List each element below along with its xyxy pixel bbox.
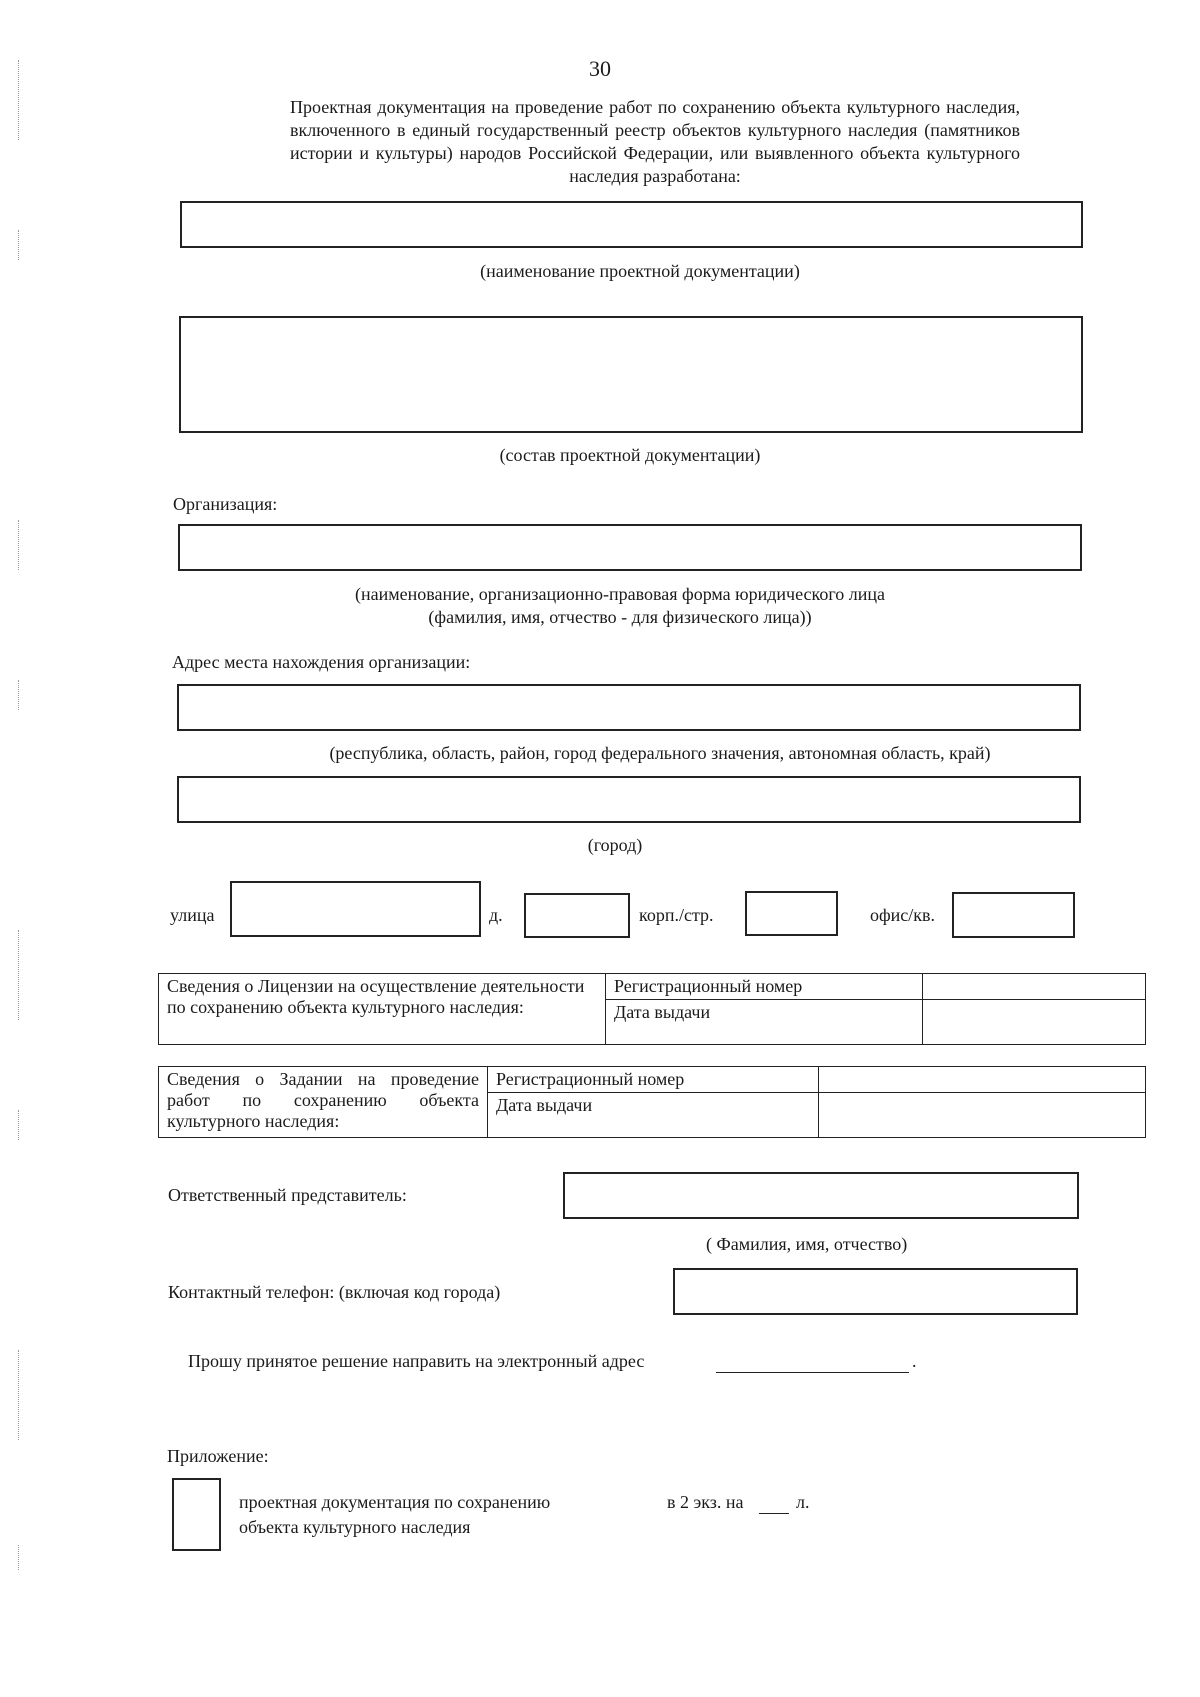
attachment-label: Приложение: xyxy=(167,1446,269,1466)
email-request-text: Прошу принятое решение направить на электронный адрес xyxy=(188,1351,645,1371)
building-label: корп./стр. xyxy=(639,905,714,925)
page-number: 30 xyxy=(589,56,611,81)
organization-caption-line1: (наименование, организационно-правовая форма юридического лица xyxy=(354,584,886,604)
license-issue-date-value[interactable] xyxy=(923,1000,1146,1045)
scan-mark xyxy=(18,1350,29,1440)
project-composition-caption: (состав проектной документации) xyxy=(499,445,761,465)
assignment-issue-date-value[interactable] xyxy=(819,1093,1146,1138)
attachment-copies-prefix: в 2 экз. на xyxy=(667,1492,744,1512)
license-issue-date-label: Дата выдачи xyxy=(606,1000,923,1045)
scan-mark xyxy=(18,680,29,710)
organization-label: Организация: xyxy=(173,494,278,514)
house-label: д. xyxy=(489,905,503,925)
contact-phone-label: Контактный телефон: (включая код города) xyxy=(168,1282,501,1302)
representative-caption: ( Фамилия, имя, отчество) xyxy=(706,1234,908,1254)
email-period: . xyxy=(912,1351,917,1371)
scan-mark xyxy=(18,520,29,570)
license-table xyxy=(158,973,1146,1045)
project-composition-field[interactable] xyxy=(179,316,1083,433)
organization-field[interactable] xyxy=(178,524,1082,571)
assignment-issue-date-label: Дата выдачи xyxy=(488,1093,819,1138)
city-field[interactable] xyxy=(177,776,1081,823)
street-field[interactable] xyxy=(230,881,481,937)
scan-mark xyxy=(18,230,29,260)
assignment-reg-number-value[interactable] xyxy=(819,1067,1146,1093)
building-field[interactable] xyxy=(745,891,838,936)
assignment-title: Сведения о Задании на проведение работ по сохранению объекта культурного наследия: xyxy=(159,1067,488,1138)
license-reg-number-value[interactable] xyxy=(923,974,1146,1000)
license-reg-number-label: Регистрационный номер xyxy=(606,974,923,1000)
contact-phone-field[interactable] xyxy=(673,1268,1078,1315)
attachment-item-line1: проектная документация по сохранению xyxy=(239,1492,551,1512)
email-field[interactable] xyxy=(716,1352,909,1373)
scan-mark xyxy=(18,1110,29,1140)
attachment-item-line2: объекта культурного наследия xyxy=(239,1517,471,1537)
scan-mark xyxy=(18,930,29,1020)
organization-caption-line2: (фамилия, имя, отчество - для физического лица)) xyxy=(428,607,812,627)
representative-field[interactable] xyxy=(563,1172,1079,1219)
office-label: офис/кв. xyxy=(870,905,936,925)
scan-mark xyxy=(18,1545,29,1570)
address-label: Адрес места нахождения организации: xyxy=(172,652,471,672)
house-field[interactable] xyxy=(524,893,630,938)
attachment-copies-suffix: л. xyxy=(796,1492,810,1512)
page-title: Проектная документация на проведение работ по сохранению объекта культурного наследия, включенного в единый государственный реестр объектов культурного наследия (памятников истории и культуры) народов Российской Федерации, или выявленного объекта культурного наследия разработана: xyxy=(290,97,1020,186)
license-title: Сведения о Лицензии на осуществление деятельности по сохранению объекта культурного наследия: xyxy=(159,974,606,1045)
attachment-sheets-field[interactable] xyxy=(759,1493,789,1514)
city-caption: (город) xyxy=(587,835,643,855)
project-name-caption: (наименование проектной документации) xyxy=(480,261,800,281)
assignment-table xyxy=(158,1066,1146,1138)
assignment-reg-number-label: Регистрационный номер xyxy=(488,1067,819,1093)
office-field[interactable] xyxy=(952,892,1075,938)
attachment-checkbox[interactable] xyxy=(172,1478,221,1551)
region-caption: (республика, область, район, город федерального значения, автономная область, край) xyxy=(329,743,991,763)
representative-label: Ответственный представитель: xyxy=(168,1185,407,1205)
region-field[interactable] xyxy=(177,684,1081,731)
project-name-field[interactable] xyxy=(180,201,1083,248)
street-label: улица xyxy=(170,905,215,925)
